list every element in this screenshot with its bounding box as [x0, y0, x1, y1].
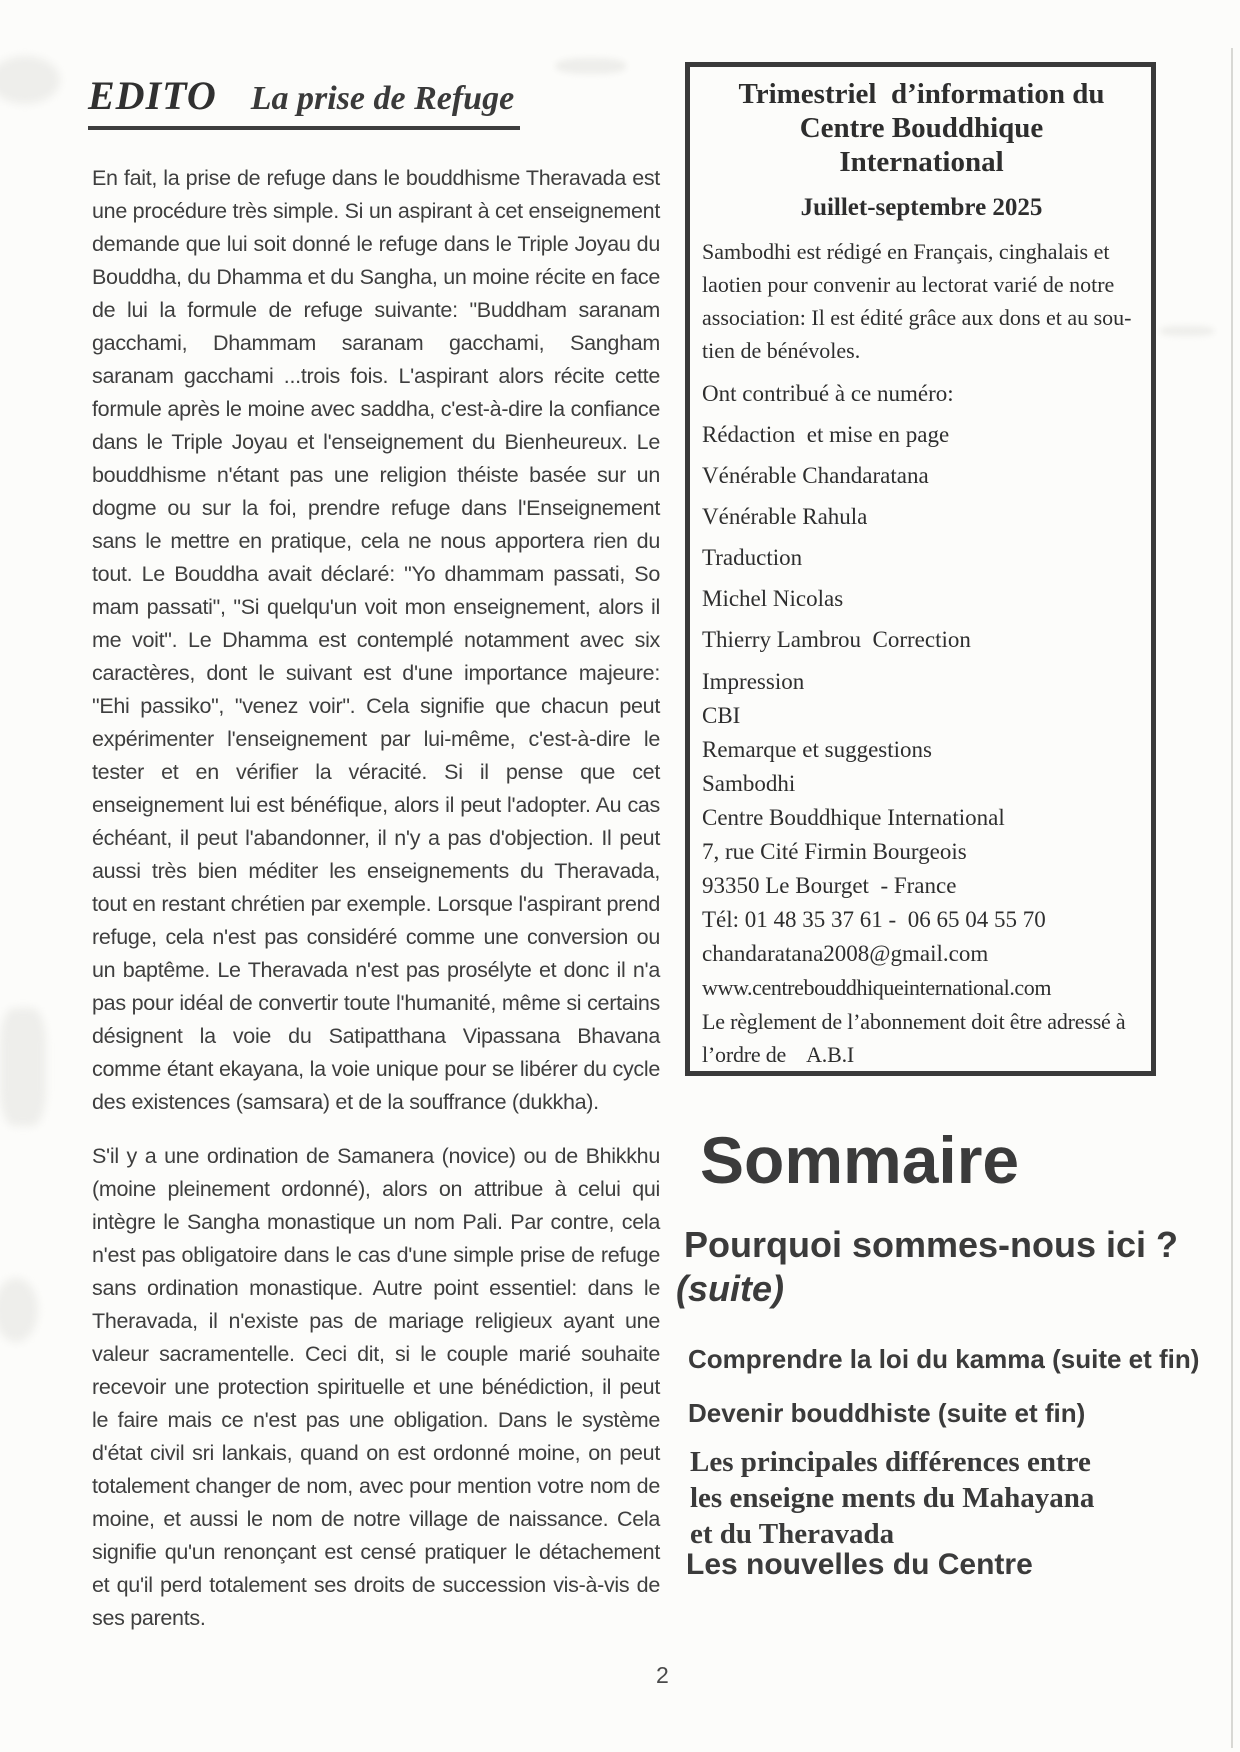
toc-item-kamma: Comprendre la loi du kamma (suite et fin) [688, 1344, 1200, 1374]
body-paragraph-2: S'il y a une ordination de Samanera (novice) ou de Bhikkhu (moine pleinement ordonné), alors on attribue à celui qui intègre le Sangha monastique un nom Pali. Par contre, cela n'est pas obligatoire dans le cas d'une simple prise de refuge sans ordination monastique. Autre point essentiel: dans le Theravada, il n'existe pas de mariage religieux ayant une valeur sacramentelle. Ceci dit, si le couple marié souhaite recevoir une protection spirituelle et une bénédiction, il peut le faire mais ce n'est pas une obligation. Dans le système d'état civil sri lankais, quand on est ordonné moine, on peut totalement changer de nom, avec pour mention votre nom de moine, et aussi le nom de notre village de naissance. Cela signifie qu'un renonçant est censé pratiquer le détachement et qu'il perd totalement ses droits de succession vis-à-vis de ses parents. [92, 1144, 660, 1630]
intro-line: tien de bénévoles. [702, 338, 861, 363]
payment-line: Le règlement de l’abonnement doit être adressé à [702, 1009, 1126, 1034]
address-line: 7, rue Cité Firmin Bourgeois [702, 839, 967, 864]
toc-item-differences-line: les enseigne ments du Mahayana [690, 1482, 1095, 1514]
edito-article-title: La prise de Refuge [250, 80, 515, 117]
toc-item-devenir-bouddhiste: Devenir bouddhiste (suite et fin) [688, 1398, 1086, 1428]
scan-smudge [0, 1008, 46, 1126]
contributors-list [702, 378, 1141, 656]
scan-smudge [0, 1278, 38, 1342]
address-line: 93350 Le Bourget - France [702, 873, 957, 898]
toc-item-differences-line: Les principales différences entre [690, 1446, 1091, 1478]
page-edge-shadow [1231, 48, 1233, 1748]
phone-line: Tél: 01 48 35 37 61 - 06 65 04 55 70 [702, 907, 1046, 932]
contributor-line: Ont contribué à ce numéro: [702, 381, 954, 406]
masthead-title-line: International [839, 146, 1004, 178]
masthead-title [702, 77, 1141, 179]
intro-line: Sambodhi est rédigé en Français, cinghalais et [702, 239, 1110, 264]
toc-item-differences [690, 1444, 1094, 1552]
scan-smudge [556, 58, 626, 74]
email-line: chandaratana2008@gmail.com [702, 941, 989, 966]
left-column [92, 162, 660, 1635]
detail-line: Sambodhi [702, 771, 796, 796]
toc-item-pourquoi-suite: (suite) [676, 1268, 784, 1309]
publication-date: Juillet-septembre 2025 [800, 194, 1043, 221]
sommaire-heading: Sommaire [700, 1123, 1020, 1197]
toc-item-differences-line: et du Theravada [690, 1518, 895, 1550]
contributor-line: Rédaction et mise en page [702, 422, 950, 447]
subscription-note [702, 1005, 1141, 1071]
toc-item-pourquoi: Pourquoi sommes-nous ici ? [684, 1224, 1179, 1265]
detail-line: CBI [702, 703, 741, 728]
masthead-intro [702, 235, 1141, 367]
payment-line: l’ordre de A.B.I [702, 1042, 854, 1067]
intro-line: association: Il est édité grâce aux dons et au sou- [702, 305, 1132, 330]
body-paragraph-1: En fait, la prise de refuge dans le bouddhisme Theravada est une procédure très simple. Si un aspirant à cet enseignement demande que lui soit donné le refuge dans le Triple Joyau du Bouddha, du Dhamma et du Sangha, un moine récite en face de lui la formule de refuge suivante: "Buddham saranam gacchami, Dhammam saranam gacchami, Sangham saranam gacchami ...trois fois. L'aspirant alors récite cette formule après le moine avec saddha, c'est-à-dire la confiance dans le Triple Joyau et l'enseignement du Bienheureux. Le bouddhisme n'étant pas une religion théiste basée sur un dogme ou sur la foi, prendre refuge dans l'Enseignement sans le mettre en pratique, cela ne nous apportera rien du tout. Le Bouddha avait déclaré: "Yo dhammam passati, So mam passati", "Si quelqu'un voit mon enseignement, alors il me voit". Le Dhamma est contemplé notamment avec six caractères, dont le suivant est d'une importance majeure: "Ehi passiko", "venez voir". Cela signifie que chacun peut expérimenter l'enseignement par lui-même, c'est-à-dire le tester et en vérifier la véracité. Si il pense que cet enseignement lui est bénéfique, alors il peut l'adopter. Au cas échéant, il peut l'abandonner, il n'y a pas d'objection. Il peut aussi très bien méditer les enseignements du Theravada, tout en restant chrétien par exemple. Lorsque l'aspirant prend refuge, cela n'est pas considéré comme une conversion ou un baptême. Le Theravada n'est pas prosélyte et donc il n'a pas pour idéal de convertir toute l'humanité, même si certains désignent la voie du Satipatthana Vipassana Bhavana comme étant ekayana, la voie unique pour se libérer du cycle des existences (samsara) et de la souffrance (dukkha). [92, 166, 660, 1114]
detail-line: Centre Bouddhique International [702, 805, 1005, 830]
website-line: www.centrebouddhiqueinternational.com [702, 975, 1052, 1000]
intro-line: laotien pour convenir au lectorat varié de notre [702, 272, 1115, 297]
scan-smudge [0, 56, 60, 104]
detail-line: Remarque et suggestions [702, 737, 932, 762]
masthead-title-line: Centre Bouddhique [799, 112, 1044, 144]
contributor-line: Michel Nicolas [702, 586, 844, 611]
page-number: 2 [656, 1662, 669, 1688]
toc-item-nouvelles: Les nouvelles du Centre [686, 1548, 1033, 1581]
edito-label: EDITO [88, 73, 217, 118]
detail-line: Impression [702, 669, 805, 694]
masthead-box [685, 62, 1156, 1076]
edito-heading [88, 72, 520, 130]
contributor-line: Vénérable Rahula [702, 504, 868, 529]
scan-smudge [1160, 326, 1214, 336]
contributor-line: Thierry Lambrou Correction [702, 627, 971, 652]
contributor-line: Traduction [702, 545, 803, 570]
contributor-line: Vénérable Chandaratana [702, 463, 929, 488]
masthead-title-line: Trimestriel d’information du [738, 78, 1105, 110]
imprint-details [702, 665, 1141, 971]
